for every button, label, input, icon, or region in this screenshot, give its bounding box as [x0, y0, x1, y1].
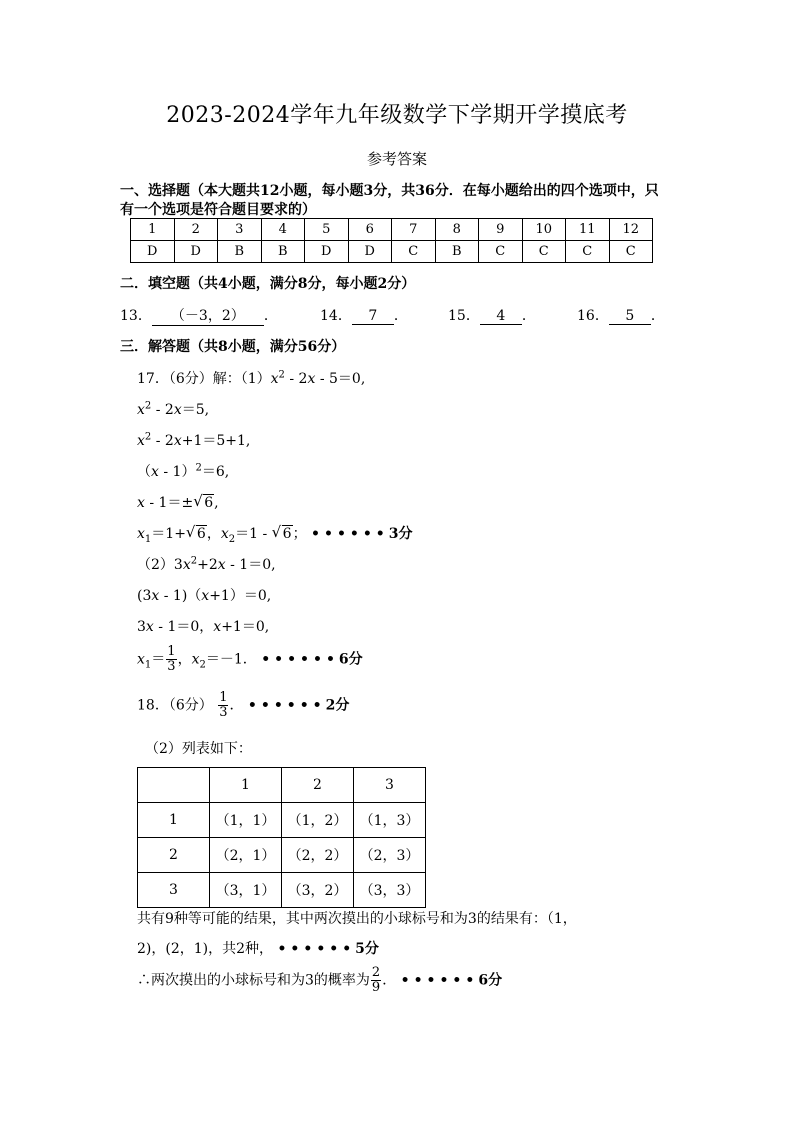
table-cell: （3，3）	[354, 873, 426, 908]
q18-final-line: ∴两次摸出的小球标号和为3的概率为 $\frac{2}{9}$ ． ••••••6分	[137, 965, 503, 995]
q17-line6: $x_1=1+$ √ 6，$x_2=1$ - √ 6； ••••••3分	[137, 523, 413, 545]
fill-number: 13．	[120, 308, 152, 324]
fill-item-14	[320, 305, 408, 325]
choice-answer: C	[609, 241, 653, 263]
outcome-header-row	[138, 768, 426, 803]
score-6: 6分	[338, 651, 363, 668]
choice-answer-table	[130, 218, 653, 263]
choice-answer: D	[131, 241, 175, 263]
table-cell: （1，3）	[354, 803, 426, 838]
fraction-2-9: $\frac{2}{9}$	[371, 965, 381, 995]
choice-answer: D	[348, 241, 392, 263]
fill-answer: 4	[480, 308, 522, 325]
choice-number: 2	[174, 219, 218, 241]
header-cell: 1	[210, 768, 282, 803]
choice-answer: B	[261, 241, 305, 263]
fill-item-15	[448, 305, 536, 325]
table-cell: （2，1）	[210, 838, 282, 873]
outcome-table	[137, 767, 426, 908]
page-title: 2023-2024学年九年级数学下学期开学摸底考	[166, 103, 628, 128]
score-2: 2分	[325, 697, 350, 714]
table-row	[138, 838, 426, 873]
score-5: 5分	[355, 941, 379, 957]
score-dots: ••••••	[277, 941, 356, 957]
choice-number: 4	[261, 219, 305, 241]
q18-line1: 18．（6分） $\frac{1}{3}$ ． ••••••2分	[137, 690, 350, 720]
fill-end: ．	[521, 308, 536, 324]
q17-line8: (3x - 1)（x+1）＝0,	[137, 588, 272, 604]
choice-answer: D	[305, 241, 349, 263]
q17-equation: $x^2 - 2x - 5=0$,	[270, 369, 366, 387]
choice-number: 3	[218, 219, 262, 241]
fraction-1-3: $\frac{1}{3}$	[219, 690, 228, 720]
table-cell: （3，1）	[210, 873, 282, 908]
q17-line10: $x_1=$ $\frac{1}{3}$ ，$x_2=-1$． ••••••6分	[137, 644, 363, 674]
fill-end: ．	[650, 308, 665, 324]
score-3: 3分	[388, 526, 413, 542]
sqrt-6: √ 6	[193, 492, 214, 511]
table-cell: （1，1）	[210, 803, 282, 838]
fill-item-16	[577, 305, 665, 325]
score-dots: ••••••	[311, 526, 389, 542]
fraction-1-3: $\frac{1}{3}$	[167, 644, 176, 674]
fill-answer: 5	[609, 308, 651, 325]
choice-number: 1	[131, 219, 175, 241]
choice-answer-row	[131, 241, 653, 263]
q18-conclusion-line1: 共有9种等可能的结果，其中两次摸出的小球标号和为3的结果有：（1，	[137, 911, 577, 927]
choice-number: 7	[392, 219, 436, 241]
table-cell: （2，2）	[282, 838, 354, 873]
q17-line4: （x - 1）$^2$＝6,	[137, 462, 230, 480]
table-cell: （1，2）	[282, 803, 354, 838]
q17-line7: $(2)3x^2+2x - 1=0$,	[137, 555, 276, 573]
choice-answer: D	[174, 241, 218, 263]
table-cell: （2，3）	[354, 838, 426, 873]
q17-line2: $x^2 - 2x=5$,	[137, 400, 210, 418]
q17-line9: 3x - 1＝0，x+1＝0,	[137, 619, 270, 635]
q18-conclusion-line2: 2)，(2，1)，共2种， ••••••5分	[137, 941, 379, 957]
fill-end: ．	[263, 308, 278, 324]
choice-number: 9	[479, 219, 523, 241]
choice-number: 6	[348, 219, 392, 241]
row-label: 3	[138, 873, 210, 908]
choice-number: 8	[435, 219, 479, 241]
section2-heading: 二．填空题（共4小题，满分8分，每小题2分）	[120, 276, 416, 292]
choice-number-row	[131, 219, 653, 241]
section1-heading-line1: 一、选择题（本大题共12小题，每小题3分，共36分．在每小题给出的四个选项中，只	[120, 183, 659, 199]
table-row	[138, 873, 426, 908]
q17-intro: 17．（6分）解：（1）	[137, 371, 271, 387]
choice-answer: B	[218, 241, 262, 263]
score-dots: ••••••	[400, 972, 479, 989]
row-label: 2	[138, 838, 210, 873]
q17-line3: $x^2 - 2x+1=5+1$,	[137, 431, 251, 449]
choice-number: 12	[609, 219, 653, 241]
q17-line1	[137, 368, 365, 388]
q18-intro: 18．（6分）	[137, 697, 213, 714]
choice-answer: B	[435, 241, 479, 263]
header-cell: 2	[282, 768, 354, 803]
choice-number: 5	[305, 219, 349, 241]
score-dots: ••••••	[247, 697, 326, 714]
q18-part2: （2）列表如下：	[145, 741, 252, 757]
fill-answer: 7	[352, 308, 394, 325]
page-subtitle: 参考答案	[366, 150, 427, 168]
score-dots: ••••••	[261, 651, 339, 668]
choice-answer: C	[392, 241, 436, 263]
choice-answer: C	[566, 241, 610, 263]
fill-item-13	[120, 305, 278, 326]
score-6: 6分	[478, 972, 503, 989]
section1-heading-line2: 有一个选项是符合题目要求的）	[120, 202, 316, 218]
table-row	[138, 803, 426, 838]
row-label: 1	[138, 803, 210, 838]
choice-answer: C	[522, 241, 566, 263]
fill-number: 14．	[320, 308, 352, 324]
choice-answer: C	[479, 241, 523, 263]
table-cell: （3，2）	[282, 873, 354, 908]
section3-heading: 三．解答题（共8小题，满分56分）	[120, 339, 346, 355]
fill-number: 16．	[577, 308, 609, 324]
choice-number: 11	[566, 219, 610, 241]
fill-answer: （－3，2）	[152, 305, 264, 326]
choice-number: 10	[522, 219, 566, 241]
fill-number: 15．	[448, 308, 480, 324]
header-cell: 3	[354, 768, 426, 803]
q17-line5: x - 1＝± √ 6,	[137, 492, 219, 511]
header-cell	[138, 768, 210, 803]
fill-end: ．	[393, 308, 408, 324]
